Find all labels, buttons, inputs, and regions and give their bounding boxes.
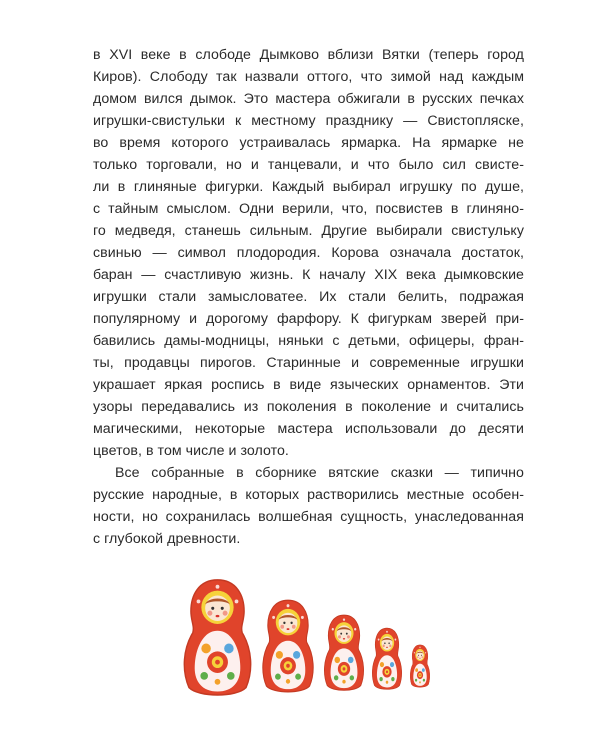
text-line: игрушки-свистульки к местному празднику — Свистопляске,	[93, 113, 524, 129]
text-line: русские народные, в которых растворились местные особен-	[93, 487, 524, 503]
text-line: цветов, в том числе и золото.	[93, 443, 289, 459]
text-line: ности, но сохранилась волшебная сущность, унаследованная	[93, 509, 524, 525]
matryoshka-doll-medium	[263, 600, 313, 692]
matryoshka-doll-large	[184, 580, 250, 695]
text-line: го медведя, станешь сильным. Другие выбирали свистульку	[93, 223, 524, 239]
text-line: игрушки стали замысловатее. Их стали белить, подражая	[93, 289, 524, 305]
body-text	[93, 44, 524, 550]
text-line: баран — счастливую жизнь. К началу XIX века дымковские	[93, 267, 524, 283]
text-line: с глубокой древности.	[93, 531, 241, 547]
matryoshka-doll-small	[324, 615, 363, 690]
text-line: Киров). Слободу так назвали оттого, что зимой над каждым	[93, 69, 524, 85]
text-line: бавились дамы-модницы, няньки с детьми, офицеры, фран-	[93, 333, 524, 349]
text-line: ты, продавцы пирогов. Старинные и современные игрушки	[93, 355, 524, 371]
matryoshka-doll-smaller	[372, 628, 401, 689]
text-line: в XVI веке в слободе Дымково вблизи Вятки (теперь город	[93, 47, 524, 63]
matryoshka-doll-smallest	[410, 645, 430, 687]
text-line: во время которого устраивалась ярмарка. На ярмарке не	[93, 135, 524, 151]
text-line: магическими, некоторые мастера использовали до десяти	[93, 421, 524, 437]
text-line: свинью — символ плодородия. Корова означала достаток,	[93, 245, 524, 261]
text-line: популярному и дорогому фарфору. К фигуркам зверей при-	[93, 311, 524, 327]
text-line: Все собранные в сборнике вятские сказки — типично	[115, 465, 524, 481]
text-line: домом вился дымок. Это мастера обжигали в русских печках	[93, 91, 524, 107]
text-line: ли в глиняные фигурки. Каждый выбирал игрушку по душе,	[93, 179, 524, 195]
matryoshka-illustration	[170, 570, 450, 700]
text-line: узоры передавались из поколения в поколение и считались	[93, 399, 524, 415]
text-line: с тайным смыслом. Одни верили, что, посвистев в глиняно-	[93, 201, 524, 217]
paragraph-2	[93, 462, 524, 550]
paragraph-1	[93, 44, 524, 462]
text-line: только торговали, но и танцевали, и что было сил свисте-	[93, 157, 524, 173]
text-line: украшает яркая роспись в виде языческих орнаментов. Эти	[93, 377, 524, 393]
